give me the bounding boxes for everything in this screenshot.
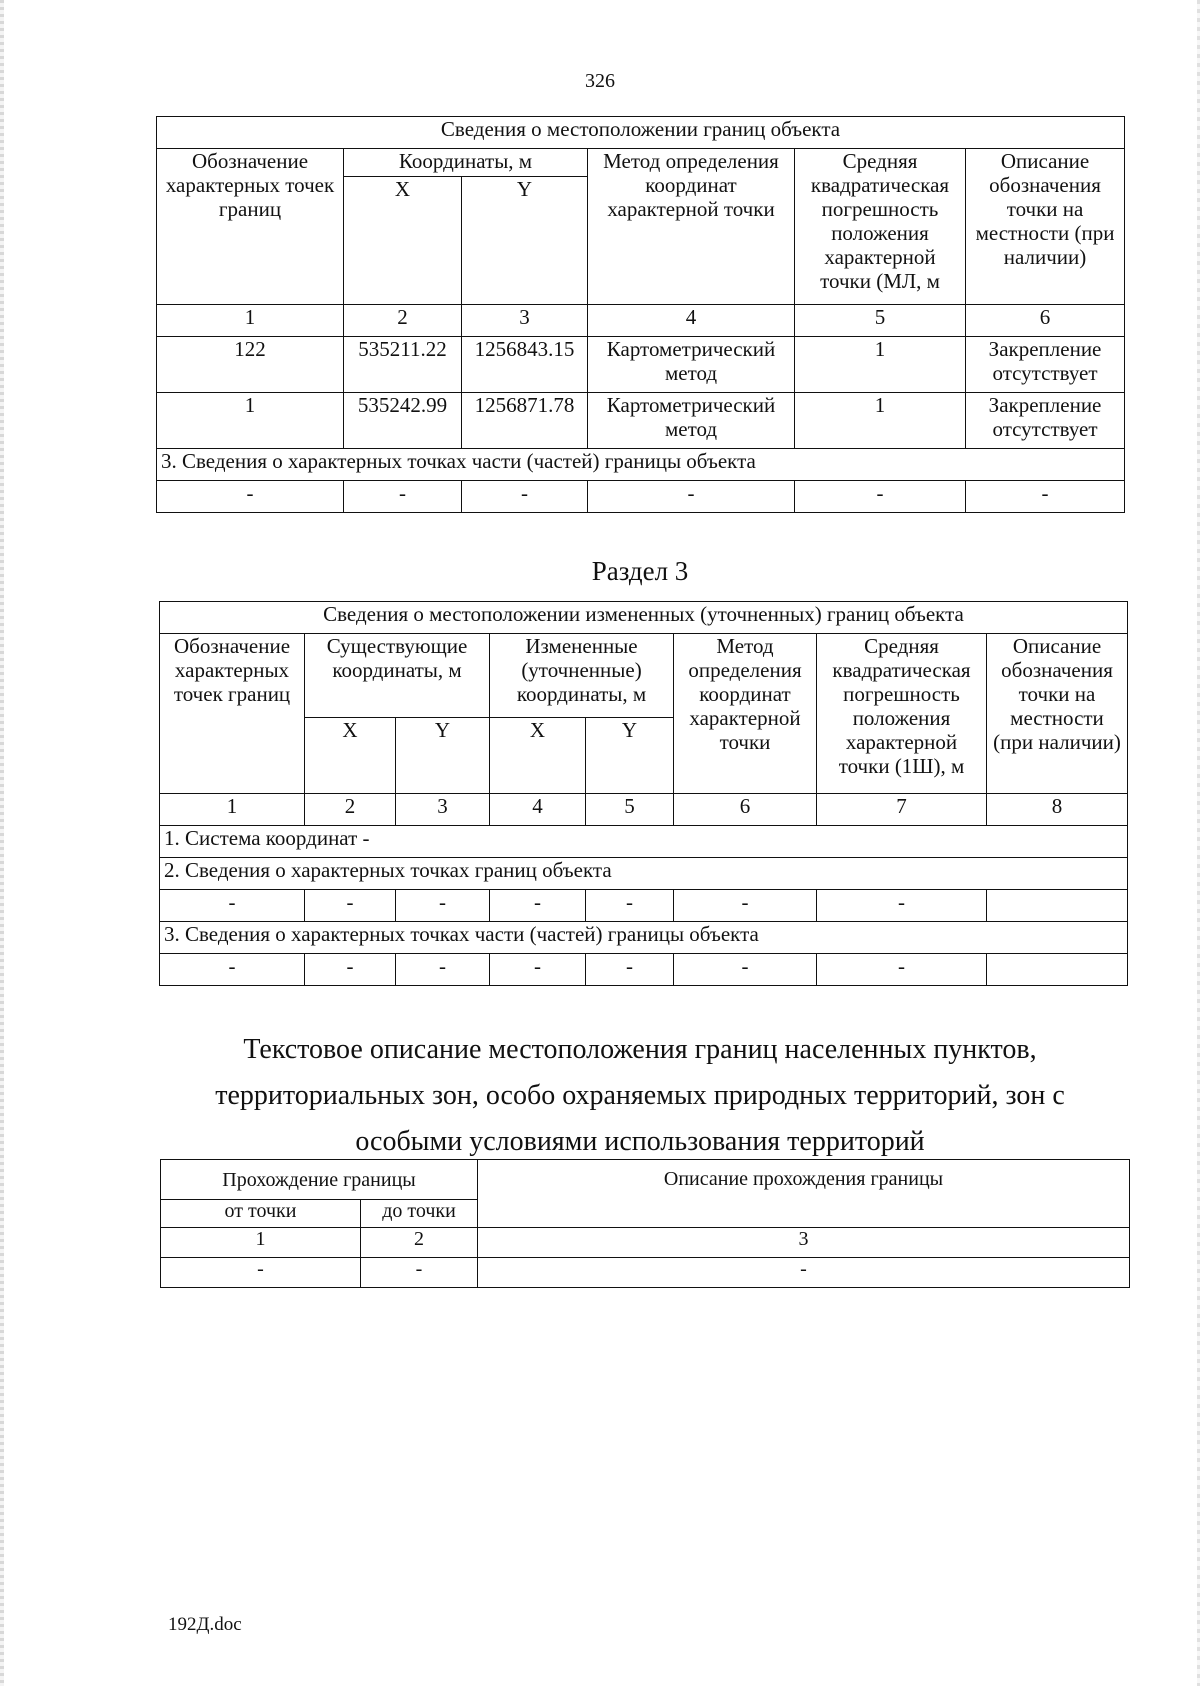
header-designation: Обозначение характерных точек границ bbox=[160, 634, 305, 794]
empty-cell: - bbox=[160, 890, 305, 922]
column-number: 1 bbox=[161, 1228, 361, 1258]
scan-edge bbox=[0, 0, 4, 1686]
header-x: X bbox=[344, 177, 462, 305]
boundary-passage-table bbox=[160, 1159, 1130, 1288]
empty-cell: - bbox=[478, 1258, 1130, 1288]
empty-cell: - bbox=[674, 890, 817, 922]
empty-cell: - bbox=[490, 954, 586, 986]
table-title: Сведения о местоположении границ объекта bbox=[157, 117, 1125, 149]
empty-cell: - bbox=[396, 890, 490, 922]
header-designation: Обозначение характерных точек границ bbox=[157, 149, 344, 305]
empty-cell: - bbox=[305, 890, 396, 922]
header-x: X bbox=[305, 718, 396, 794]
table-row bbox=[157, 481, 1125, 513]
column-number: 6 bbox=[674, 794, 817, 826]
column-number: 2 bbox=[344, 305, 462, 337]
column-number: 3 bbox=[396, 794, 490, 826]
header-description: Описание обозначения точки на местности (при наличии) bbox=[987, 634, 1128, 794]
header-description: Описание прохождения границы bbox=[478, 1160, 1130, 1228]
section-label: 2. Сведения о характерных точках границ объекта bbox=[160, 858, 1128, 890]
y-coordinate: 1256843.15 bbox=[462, 337, 588, 393]
error-value: 1 bbox=[795, 393, 966, 449]
table-row bbox=[160, 890, 1128, 922]
header-method: Метод определения координат характерной точки bbox=[588, 149, 795, 305]
column-number: 2 bbox=[305, 794, 396, 826]
empty-cell: - bbox=[586, 954, 674, 986]
column-number: 3 bbox=[462, 305, 588, 337]
empty-cell: - bbox=[586, 890, 674, 922]
header-error: Средняя квадратическая погрешность положения характерной точки (МЛ, м bbox=[795, 149, 966, 305]
column-number: 6 bbox=[966, 305, 1125, 337]
page-number: 326 bbox=[585, 70, 615, 92]
x-coordinate: 535211.22 bbox=[344, 337, 462, 393]
empty-cell: - bbox=[344, 481, 462, 513]
empty-cell: - bbox=[795, 481, 966, 513]
column-number: 1 bbox=[157, 305, 344, 337]
empty-cell bbox=[987, 890, 1128, 922]
column-number: 8 bbox=[987, 794, 1128, 826]
column-number: 4 bbox=[588, 305, 795, 337]
footer-filename: 192Д.doc bbox=[168, 1614, 242, 1635]
header-to-point: до точки bbox=[361, 1200, 478, 1228]
header-existing-coordinates: Существующие координаты, м bbox=[305, 634, 490, 718]
empty-cell: - bbox=[674, 954, 817, 986]
empty-cell: - bbox=[161, 1258, 361, 1288]
table-row bbox=[161, 1258, 1130, 1288]
section-label: 3. Сведения о характерных точках части (частей) границы объекта bbox=[157, 449, 1125, 481]
description-value: Закрепление отсутствует bbox=[966, 337, 1125, 393]
empty-cell: - bbox=[490, 890, 586, 922]
column-number: 1 bbox=[160, 794, 305, 826]
header-y: Y bbox=[586, 718, 674, 794]
error-value: 1 bbox=[795, 337, 966, 393]
empty-cell: - bbox=[588, 481, 795, 513]
method-value: Картометрический метод bbox=[588, 393, 795, 449]
column-number: 4 bbox=[490, 794, 586, 826]
empty-cell bbox=[987, 954, 1128, 986]
header-error: Средняя квадратическая погрешность положения характерной точки (1Ш), м bbox=[817, 634, 987, 794]
header-changed-coordinates: Измененные (уточненные) координаты, м bbox=[490, 634, 674, 718]
header-passage: Прохождение границы bbox=[161, 1160, 478, 1200]
column-number: 2 bbox=[361, 1228, 478, 1258]
header-description: Описание обозначения точки на местности (при наличии) bbox=[966, 149, 1125, 305]
header-method: Метод определения координат характерной точки bbox=[674, 634, 817, 794]
table-row bbox=[157, 337, 1125, 393]
section-title: Раздел 3 bbox=[591, 556, 689, 586]
empty-cell: - bbox=[817, 890, 987, 922]
empty-cell: - bbox=[361, 1258, 478, 1288]
description-value: Закрепление отсутствует bbox=[966, 393, 1125, 449]
point-id: 1 bbox=[157, 393, 344, 449]
section-label: 1. Система координат - bbox=[160, 826, 1128, 858]
empty-cell: - bbox=[817, 954, 987, 986]
changed-boundary-table bbox=[159, 601, 1128, 986]
empty-cell: - bbox=[462, 481, 588, 513]
y-coordinate: 1256871.78 bbox=[462, 393, 588, 449]
section-label: 3. Сведения о характерных точках части (частей) границы объекта bbox=[160, 922, 1128, 954]
header-y: Y bbox=[462, 177, 588, 305]
point-id: 122 bbox=[157, 337, 344, 393]
table-title: Сведения о местоположении измененных (уточненных) границ объекта bbox=[160, 602, 1128, 634]
header-from-point: от точки bbox=[161, 1200, 361, 1228]
empty-cell: - bbox=[305, 954, 396, 986]
heading-line: территориальных зон, особо охраняемых природных территорий, зон с bbox=[215, 1080, 1065, 1111]
column-number: 5 bbox=[795, 305, 966, 337]
x-coordinate: 535242.99 bbox=[344, 393, 462, 449]
column-number: 7 bbox=[817, 794, 987, 826]
empty-cell: - bbox=[160, 954, 305, 986]
heading-line: Текстовое описание местоположения границ населенных пунктов, bbox=[243, 1034, 1037, 1065]
empty-cell: - bbox=[157, 481, 344, 513]
column-number: 5 bbox=[586, 794, 674, 826]
table-row bbox=[157, 393, 1125, 449]
header-coordinates: Координаты, м bbox=[344, 149, 588, 177]
header-y: Y bbox=[396, 718, 490, 794]
header-x: X bbox=[490, 718, 586, 794]
empty-cell: - bbox=[396, 954, 490, 986]
method-value: Картометрический метод bbox=[588, 337, 795, 393]
table-row bbox=[160, 954, 1128, 986]
column-number: 3 bbox=[478, 1228, 1130, 1258]
empty-cell: - bbox=[966, 481, 1125, 513]
boundary-location-table bbox=[156, 116, 1125, 513]
text-description-heading bbox=[0, 1027, 1200, 1165]
heading-line: особыми условиями использования территорий bbox=[355, 1126, 925, 1157]
